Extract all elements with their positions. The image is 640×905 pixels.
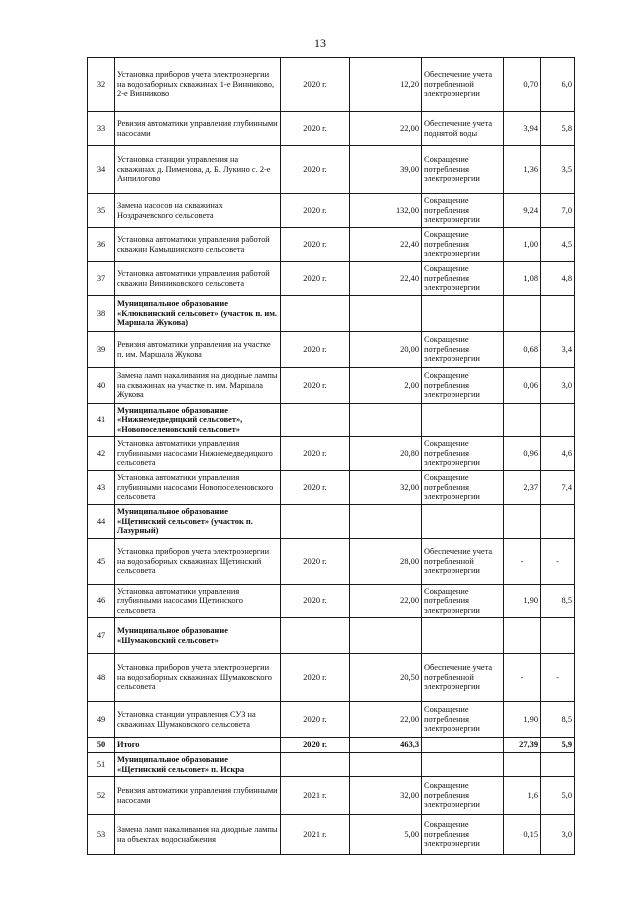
measure-name: Установка приборов учета электроэнергии на водозаборных скважинах Щетинский сельсовета (115, 539, 281, 585)
table-row (88, 437, 575, 471)
indicator-1-cell: 1,90 (504, 702, 541, 738)
measure-name: Замена ламп накаливания на диодные лампы на скважинах на участке п. им. Маршала Жукова (115, 368, 281, 404)
row-number: 50 (88, 738, 115, 753)
indicator-2-cell (541, 618, 575, 654)
year-cell (281, 505, 350, 539)
year-cell: 2020 г. (281, 194, 350, 228)
measure-name: Установка станции управления на скважинах д. Пименова, д. Б. Лукино с. 2-е Анпилогово (115, 146, 281, 194)
table-row (88, 194, 575, 228)
effect-cell: Сокращение потребления электроэнергии (422, 471, 504, 505)
cost-cell: 20,80 (350, 437, 422, 471)
indicator-1-cell (504, 505, 541, 539)
cost-cell: 463,3 (350, 738, 422, 753)
cost-cell (350, 505, 422, 539)
indicator-1-cell: 0,68 (504, 332, 541, 368)
cost-cell: 12,20 (350, 58, 422, 112)
measure-name: Установка станции управления СУЗ на скважинах Шумаковского сельсовета (115, 702, 281, 738)
measure-name: Муниципальное образование «Нижнемедведицкий сельсовет», «Новопоселеновский сельсовет» (115, 404, 281, 437)
effect-cell: Сокращение потребления электроэнергии (422, 585, 504, 618)
cost-cell (350, 296, 422, 332)
indicator-1-cell: 27,39 (504, 738, 541, 753)
indicator-1-cell: 3,94 (504, 112, 541, 146)
cost-cell (350, 618, 422, 654)
table-row (88, 702, 575, 738)
row-number: 39 (88, 332, 115, 368)
section-heading-row (88, 404, 575, 437)
cost-cell: 28,00 (350, 539, 422, 585)
measure-name: Установка автоматики управления глубинными насосами Новопоселеновского сельсовета (115, 471, 281, 505)
table-row (88, 585, 575, 618)
year-cell: 2020 г. (281, 262, 350, 296)
indicator-2-cell: 7,4 (541, 471, 575, 505)
indicator-1-cell: 0,96 (504, 437, 541, 471)
row-number: 49 (88, 702, 115, 738)
indicator-2-cell: 3,4 (541, 332, 575, 368)
measures-table (87, 57, 575, 855)
indicator-2-cell: - (541, 654, 575, 702)
effect-cell: Сокращение потребления электроэнергии (422, 777, 504, 815)
measure-name: Муниципальное образование «Клюквинский сельсовет» (участок п. им. Маршала Жукова) (115, 296, 281, 332)
row-number: 52 (88, 777, 115, 815)
effect-cell: Сокращение потребления электроэнергии (422, 146, 504, 194)
indicator-2-cell (541, 753, 575, 777)
effect-cell: Сокращение потребления электроэнергии (422, 437, 504, 471)
indicator-1-cell: 2,37 (504, 471, 541, 505)
table-row (88, 58, 575, 112)
indicator-1-cell (504, 618, 541, 654)
row-number: 51 (88, 753, 115, 777)
year-cell: 2021 г. (281, 815, 350, 855)
effect-cell: Обеспечение учета поднятой воды (422, 112, 504, 146)
row-number: 45 (88, 539, 115, 585)
section-heading-row (88, 296, 575, 332)
year-cell: 2020 г. (281, 228, 350, 262)
effect-cell: Сокращение потребления электроэнергии (422, 332, 504, 368)
cost-cell: 22,40 (350, 228, 422, 262)
measure-name: Установка автоматики управления работой скважин Камышинского сельсовета (115, 228, 281, 262)
measure-name: Ревизия автоматики управления глубинными насосами (115, 777, 281, 815)
indicator-2-cell (541, 404, 575, 437)
effect-cell: Обеспечение учета потребленной электроэнергии (422, 539, 504, 585)
indicator-1-cell: 9,24 (504, 194, 541, 228)
indicator-2-cell: 3,0 (541, 815, 575, 855)
year-cell (281, 296, 350, 332)
cost-cell: 22,00 (350, 585, 422, 618)
row-number: 33 (88, 112, 115, 146)
row-number: 41 (88, 404, 115, 437)
total-row (88, 738, 575, 753)
effect-cell: Сокращение потребления электроэнергии (422, 262, 504, 296)
measure-name: Ревизия автоматики управления глубинными насосами (115, 112, 281, 146)
table-row (88, 471, 575, 505)
table-row (88, 262, 575, 296)
row-number: 35 (88, 194, 115, 228)
row-number: 32 (88, 58, 115, 112)
cost-cell: 2,00 (350, 368, 422, 404)
table-row (88, 368, 575, 404)
effect-cell: Сокращение потребления электроэнергии (422, 815, 504, 855)
year-cell: 2020 г. (281, 146, 350, 194)
year-cell: 2020 г. (281, 112, 350, 146)
indicator-1-cell: 0,70 (504, 58, 541, 112)
indicator-2-cell: 3,0 (541, 368, 575, 404)
section-heading-row (88, 753, 575, 777)
effect-cell (422, 296, 504, 332)
indicator-1-cell: 1,08 (504, 262, 541, 296)
indicator-2-cell (541, 505, 575, 539)
year-cell: 2020 г. (281, 437, 350, 471)
measure-name: Итого (115, 738, 281, 753)
measure-name: Муниципальное образование «Шумаковский сельсовет» (115, 618, 281, 654)
indicator-2-cell: 8,5 (541, 702, 575, 738)
measure-name: Муниципальное образование «Щетинский сельсовет» (участок п. Лазурный) (115, 505, 281, 539)
table-row (88, 539, 575, 585)
cost-cell: 132,00 (350, 194, 422, 228)
indicator-2-cell: 7,0 (541, 194, 575, 228)
table-row (88, 332, 575, 368)
indicator-2-cell: 4,8 (541, 262, 575, 296)
cost-cell: 32,00 (350, 471, 422, 505)
year-cell: 2021 г. (281, 777, 350, 815)
row-number: 53 (88, 815, 115, 855)
cost-cell (350, 404, 422, 437)
cost-cell: 32,00 (350, 777, 422, 815)
indicator-1-cell (504, 404, 541, 437)
row-number: 37 (88, 262, 115, 296)
cost-cell: 5,00 (350, 815, 422, 855)
indicator-1-cell: 1,6 (504, 777, 541, 815)
row-number: 40 (88, 368, 115, 404)
page-number: 13 (314, 36, 326, 50)
effect-cell: Сокращение потребления электроэнергии (422, 194, 504, 228)
row-number: 43 (88, 471, 115, 505)
measure-name: Ревизия автоматики управления на участке п. им. Маршала Жукова (115, 332, 281, 368)
year-cell: 2020 г. (281, 471, 350, 505)
measure-name: Установка приборов учета электроэнергии на водозаборных скважинах 1-е Винниково, 2-е Винниково (115, 58, 281, 112)
year-cell: 2020 г. (281, 702, 350, 738)
indicator-2-cell: 6,0 (541, 58, 575, 112)
indicator-1-cell (504, 296, 541, 332)
row-number: 36 (88, 228, 115, 262)
indicator-2-cell: 5,0 (541, 777, 575, 815)
table-row (88, 112, 575, 146)
effect-cell: Обеспечение учета потребленной электроэнергии (422, 58, 504, 112)
indicator-1-cell: 1,90 (504, 585, 541, 618)
table-row (88, 146, 575, 194)
cost-cell (350, 753, 422, 777)
measure-name: Муниципальное образование «Щетинский сельсовет» п. Искра (115, 753, 281, 777)
effect-cell (422, 505, 504, 539)
indicator-2-cell: 4,6 (541, 437, 575, 471)
cost-cell: 20,50 (350, 654, 422, 702)
indicator-2-cell: 3,5 (541, 146, 575, 194)
effect-cell (422, 738, 504, 753)
year-cell (281, 753, 350, 777)
year-cell: 2020 г. (281, 332, 350, 368)
measure-name: Замена ламп накаливания на диодные лампы на объектах водоснабжения (115, 815, 281, 855)
table-row (88, 654, 575, 702)
row-number: 48 (88, 654, 115, 702)
indicator-2-cell: 8,5 (541, 585, 575, 618)
measure-name: Установка автоматики управления работой скважин Винниковского сельсовета (115, 262, 281, 296)
indicator-2-cell (541, 296, 575, 332)
row-number: 42 (88, 437, 115, 471)
effect-cell (422, 753, 504, 777)
measure-name: Замена насосов на скважинах Ноздрачевского сельсовета (115, 194, 281, 228)
effect-cell: Сокращение потребления электроэнергии (422, 228, 504, 262)
indicator-2-cell: - (541, 539, 575, 585)
table-row (88, 228, 575, 262)
section-heading-row (88, 618, 575, 654)
year-cell: 2020 г. (281, 368, 350, 404)
measure-name: Установка автоматики управления глубинными насосами Нижнемедведицкого сельсовета (115, 437, 281, 471)
year-cell: 2020 г. (281, 738, 350, 753)
indicator-1-cell (504, 753, 541, 777)
measure-name: Установка приборов учета электроэнергии на водозаборных скважинах Шумаковского сельсовета (115, 654, 281, 702)
row-number: 46 (88, 585, 115, 618)
row-number: 44 (88, 505, 115, 539)
cost-cell: 39,00 (350, 146, 422, 194)
year-cell (281, 618, 350, 654)
cost-cell: 20,00 (350, 332, 422, 368)
year-cell: 2020 г. (281, 58, 350, 112)
section-heading-row (88, 505, 575, 539)
row-number: 47 (88, 618, 115, 654)
year-cell (281, 404, 350, 437)
table-row (88, 777, 575, 815)
year-cell: 2020 г. (281, 654, 350, 702)
indicator-1-cell: 1,00 (504, 228, 541, 262)
measure-name: Установка автоматики управления глубинными насосами Щетинского сельсовета (115, 585, 281, 618)
effect-cell: Сокращение потребления электроэнергии (422, 368, 504, 404)
indicator-2-cell: 5,8 (541, 112, 575, 146)
indicator-2-cell: 4,5 (541, 228, 575, 262)
table-row (88, 815, 575, 855)
indicator-1-cell: - (504, 539, 541, 585)
indicator-1-cell: - (504, 654, 541, 702)
effect-cell (422, 618, 504, 654)
indicator-1-cell: 0,15 (504, 815, 541, 855)
effect-cell (422, 404, 504, 437)
cost-cell: 22,40 (350, 262, 422, 296)
row-number: 34 (88, 146, 115, 194)
row-number: 38 (88, 296, 115, 332)
effect-cell: Сокращение потребления электроэнергии (422, 702, 504, 738)
cost-cell: 22,00 (350, 702, 422, 738)
indicator-1-cell: 0,06 (504, 368, 541, 404)
effect-cell: Обеспечение учета потребленной электроэнергии (422, 654, 504, 702)
cost-cell: 22,00 (350, 112, 422, 146)
year-cell: 2020 г. (281, 539, 350, 585)
indicator-1-cell: 1,36 (504, 146, 541, 194)
year-cell: 2020 г. (281, 585, 350, 618)
indicator-2-cell: 5,9 (541, 738, 575, 753)
